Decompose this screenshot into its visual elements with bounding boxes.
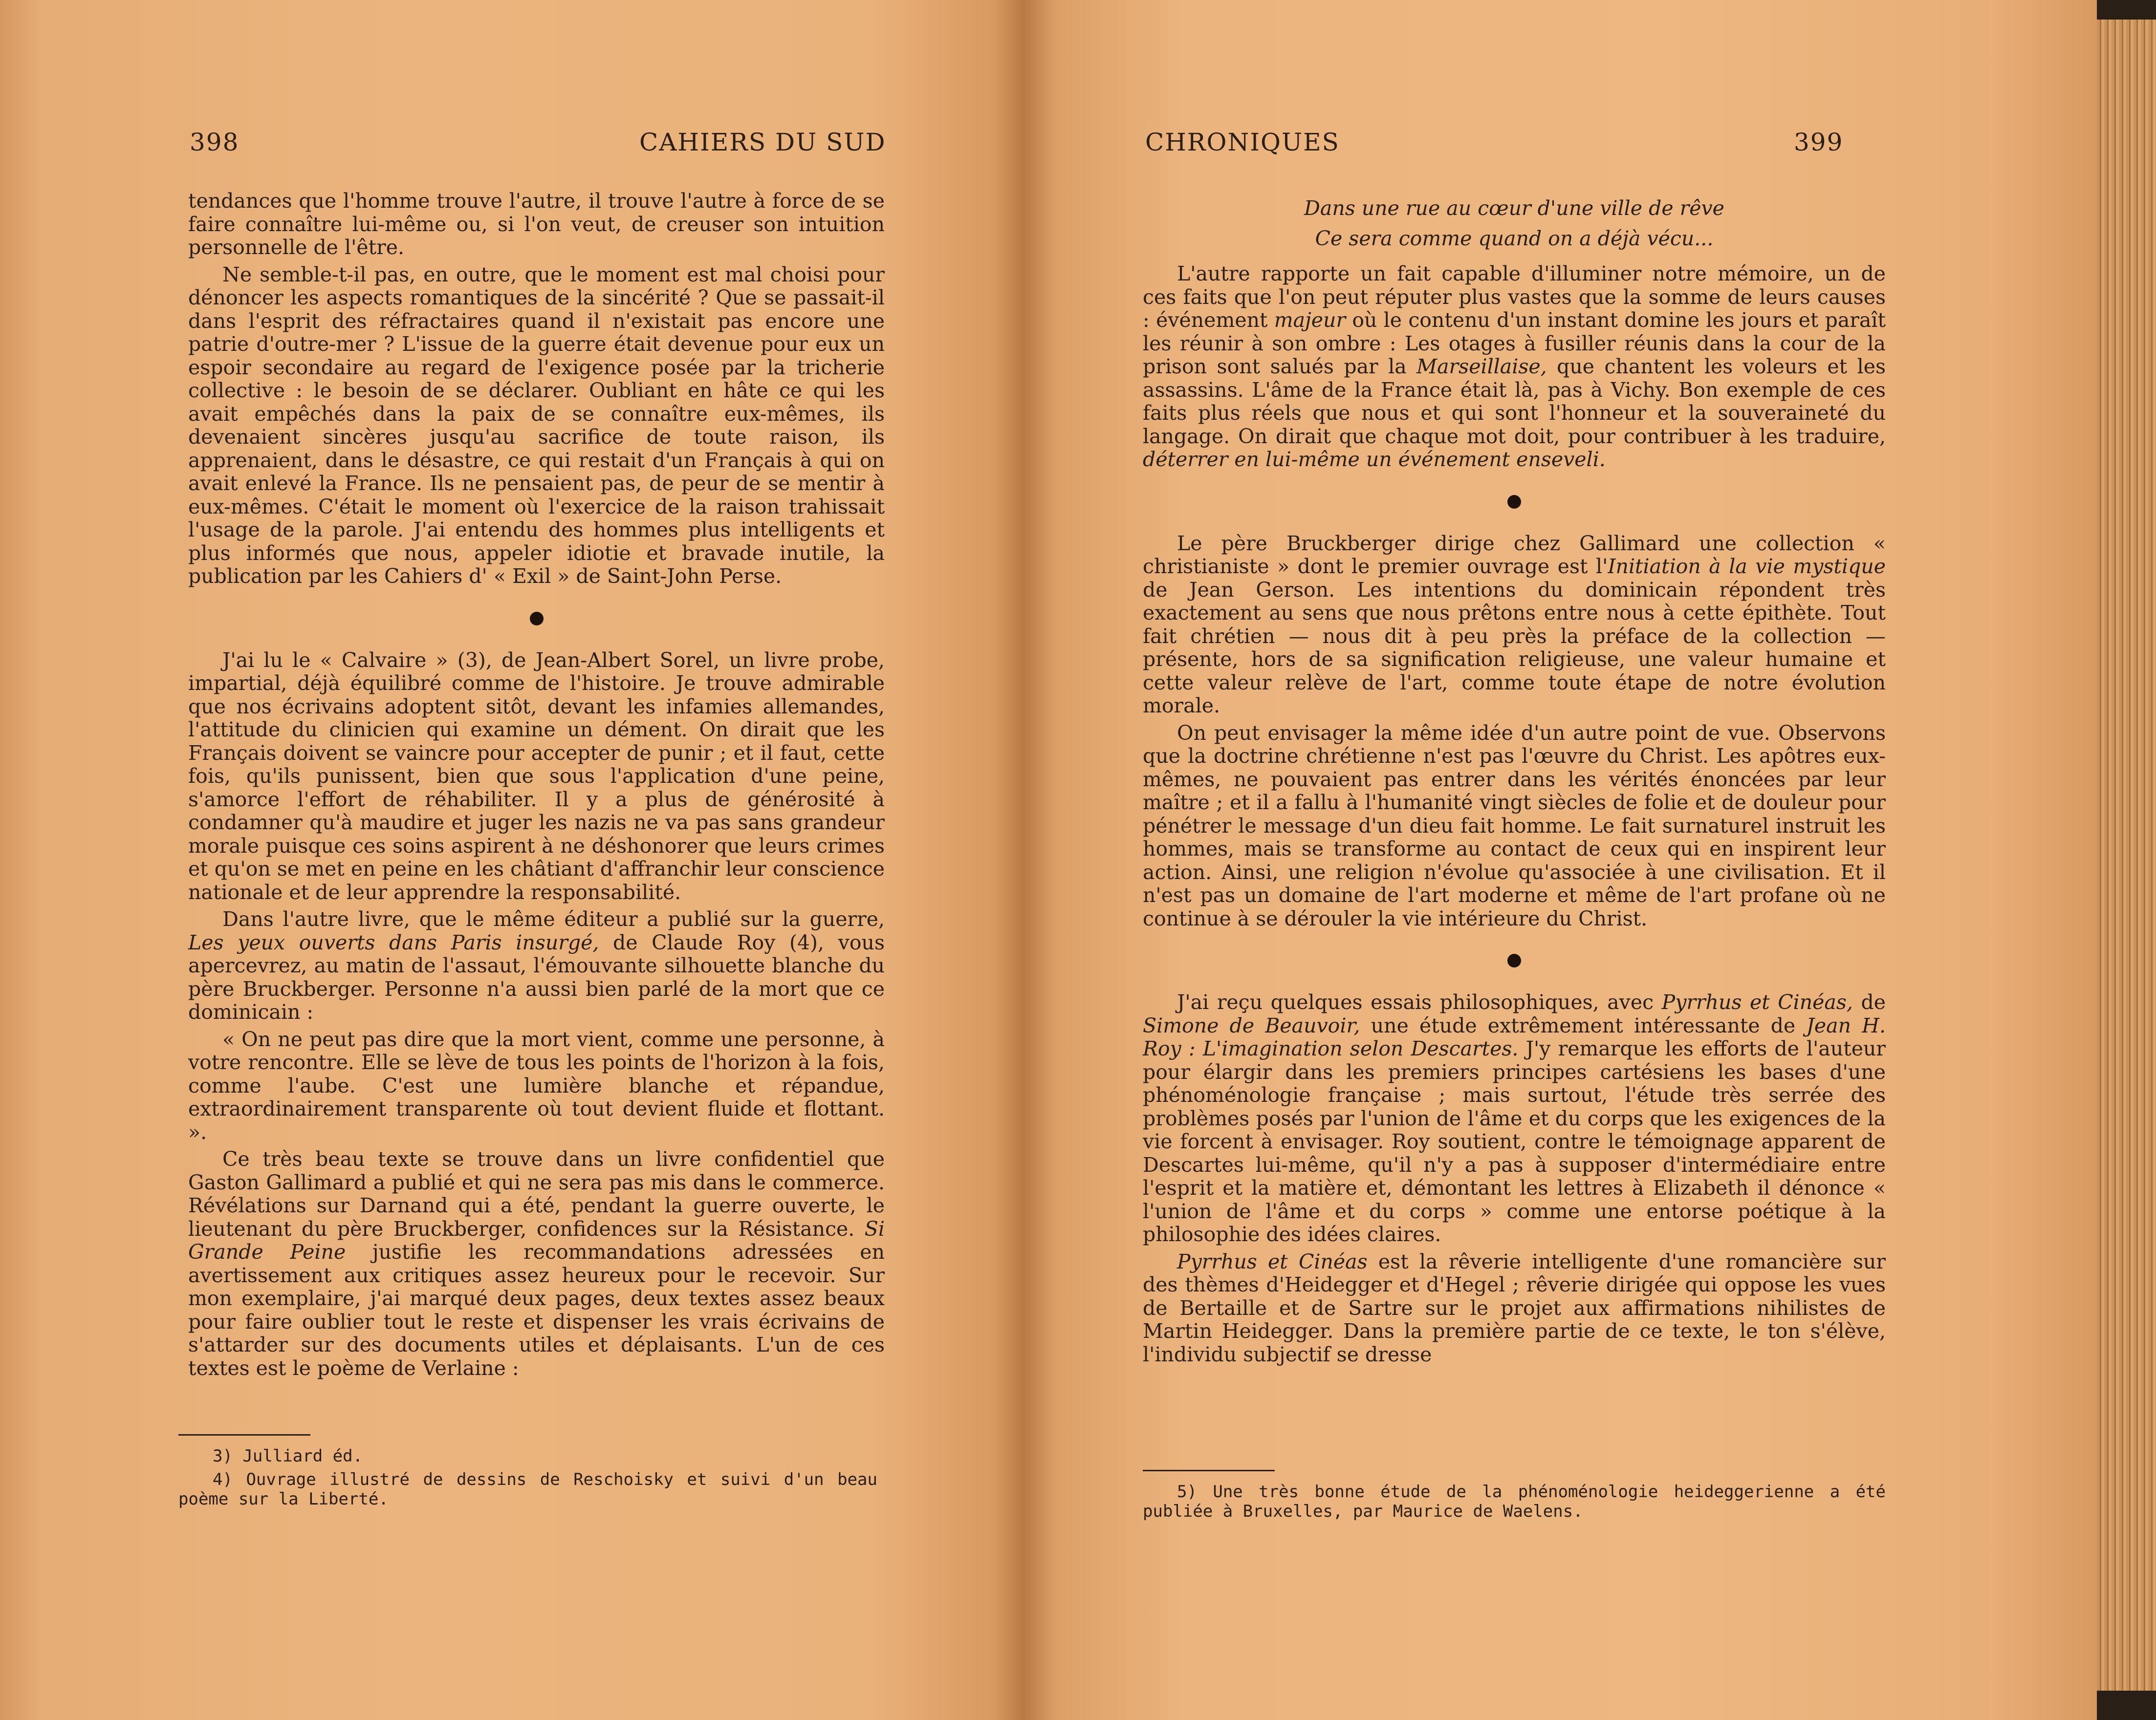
left-running-head: CAHIERS DU SUD [639,128,886,156]
book-title: Les yeux ouverts dans Paris insurgé, [188,930,599,954]
section-separator [530,612,544,625]
paragraph: L'autre rapporte un fait capable d'illuminer notre mémoire, un de ces faits que l'on peut réputer plus vastes que la somme de leurs causes : événement majeur où le contenu d'un instant domine les jours et paraît les réunir à son ombre : Les otages à fusiller réunis dans la cour de la prison sont salués par la Marseillaise, que chantent les voleurs et les assassins. L'âme de la France était là, pas à Vichy. Bon exemple de ces faits plus réels que nous et qui sont l'honneur et la souveraineté du langage. On dirait que chaque mot doit, pour contribuer à les traduire, déterrer en lui-même un événement enseveli. [1143,262,1886,471]
section-separator [1507,495,1521,509]
right-column [1143,193,1886,1370]
left-footnotes [178,1434,877,1513]
verse-line: Ce sera comme quand on a déjà vécu... [1315,227,1714,250]
verse-quotation [1143,193,1886,254]
paragraph: J'ai lu le « Calvaire » (3), de Jean-Albert Sorel, un livre probe, impartial, déjà équilibré comme de l'histoire. Je trouve admirable que nos écrivains adoptent sitôt, devant les infamies allemandes, l'attitude du clinicien qui examine un dément. On dirait que les Français doivent se vaincre pour accepter de punir ; et il faut, cette fois, qu'ils punissent, bien que sous l'application d'une peine, s'amorce l'effort de réhabiliter. Il y a plus de générosité à condamner qu'à maudire et juger les nazis ne va pas sans grandeur morale puisque ces soins aspirent à ne déshonorer que leurs crimes et qu'on se met en peine en les châtiant d'affranchir leur conscience nationale et de leur apprendre la responsabilité. [188,648,885,904]
paragraph: Pyrrhus et Cinéas est la rêverie intelligente d'une romancière sur des thèmes d'Heidegger et d'Hegel ; rêverie dirigée qui oppose les vues de Bertaille et de Sartre sur le projet aux affirmations nihilistes de Martin Heidegger. Dans la première partie de ce texte, le ton s'élève, l'individu subjectif se dresse [1143,1249,1886,1366]
footnote-rule [178,1434,310,1436]
right-page [1024,0,2097,1720]
paragraph: Le père Bruckberger dirige chez Gallimard une collection « christianiste » dont le premier ouvrage est l'Initiation à la vie mystique de Jean Gerson. Les intentions du dominicain répondent très exactement au sens que nous prêtons entre nous à cette épithète. Tout fait chrétien — nous dit à peu près la préface de la collection — présente, hors de sa signification religieuse, une valeur humaine et cette valeur relève de l'art, comme toute étape de notre évolution morale. [1143,531,1886,717]
book-title: Si Grande Peine [188,1217,885,1264]
left-column [188,190,885,1384]
quotation: « On ne peut pas dire que la mort vient, comme une personne, à votre rencontre. Elle se lève de tous les points de l'horizon à la fois, comme l'aube. C'est une lumière blanche et répandue, extraordinairement transparente où tout devient fluide et flottant. ». [188,1027,885,1144]
right-running-head: CHRONIQUES [1145,128,1340,156]
paragraph: On peut envisager la même idée d'un autre point de vue. Observons que la doctrine chrétienne n'est pas l'œuvre du Christ. Les apôtres eux-mêmes, ne pouvaient pas entrer dans les vérités énoncées par leur maître ; et il a fallu à l'humanité vingt siècles de folie et de douleur pour pénétrer le message d'un dieu fait homme. Le fait surnaturel instruit les hommes, mais se transforme au contact de ceux qui en inspirent leur action. Ainsi, une religion n'évolue qu'associée à une civilisation. Et il n'est pas un domaine de l'art moderne et même de l'art profane où ne continue à se dérouler la vie intérieure du Christ. [1143,721,1886,930]
paragraph: J'ai reçu quelques essais philosophiques, avec Pyrrhus et Cinéas, de Simone de Beauvoir, une étude extrêmement intéressante de Jean H. Roy : L'imagination selon Descartes. J'y remarque les efforts de l'auteur pour élargir dans les premiers principes cartésiens les bases d'une phénoménologie française ; mais surtout, l'étude très serrée des problèmes posés par l'union de l'âme et du corps que les exigences de la vie forcent à envisager. Roy soutient, contre le témoignage apparent de Descartes lui-même, qu'il n'y a pas à supposer d'intermédiaire entre l'esprit et la matière et, démontant les lettres à Elizabeth il dénonce « l'union de l'âme et du corps » comme une entorse poétique à la philosophie des idées claires. [1143,990,1886,1246]
right-footnotes [1143,1470,1886,1525]
footnote-3: 3) Julliard éd. [213,1446,363,1466]
paragraph: tendances que l'homme trouve l'autre, il trouve l'autre à force de se faire connaître lui-même ou, si l'on veut, de creuser son intuition personnelle de l'être. [188,189,885,259]
book-title: Pyrrhus et Cinéas [1177,1249,1368,1273]
left-folio: 398 [190,128,240,156]
paragraph: Ne semble-t-il pas, en outre, que le moment est mal choisi pour dénoncer les aspects romantiques de la sincérité ? Que se passait-il dans l'esprit des réfractaires quand il n'existait pas encore une patrie d'outre-mer ? L'issue de la guerre était devenue pour eux un espoir secondaire au regard de l'exigence posée par la tricherie collective : le besoin de se déclarer. Oubliant en hâte ce qui les avait empêchés dans la paix de se connaître eux-mêmes, ils devenaient sincères jusqu'au sacrifice de toute raison, ils apprenaient, dans le désastre, ce qui restait d'un Français à qui on avait enlevé la France. Ils ne pensaient pas, de peur de se mentir à eux-mêmes. C'était le moment où l'exercice de la raison trahissait l'usage de la parole. J'ai entendu des hommes plus intelligents et plus informés que nous, appeler idiotie et bravade inutile, la publication par les Cahiers d' « Exil » de Saint-John Perse. [188,262,885,588]
paragraph: Ce très beau texte se trouve dans un livre confidentiel que Gaston Gallimard a publié et qui ne sera pas mis dans le commerce. Révélations sur Darnand qui a été, pendant la guerre ouverte, le lieutenant du père Bruckberger, confidences sur la Résistance. Si Grande Peine justifie les recommandations adressées en avertissement aux critiques assez heureux pour le recevoir. Sur mon exemplaire, j'ai marqué deux pages, deux textes assez beaux pour faire oublier tout le reste et dispenser les vrais écrivains de s'attarder sur des documents utiles et déplaisants. L'un de ces textes est le poème de Verlaine : [188,1147,885,1380]
book-title: Initiation à la vie mystique [1608,555,1886,578]
page-edges [2097,20,2156,1691]
right-folio: 399 [1794,128,1844,156]
section-separator [1507,954,1521,968]
verse-line: Dans une rue au cœur d'une ville de rêve [1304,196,1724,220]
footnote-rule [1143,1470,1275,1471]
footnote-5: 5) Une très bonne étude de la phénoménologie heideggerienne a été publiée à Bruxelles, par Maurice de Waelens. [1143,1482,1886,1521]
footnote-4: 4) Ouvrage illustré de dessins de Reschoisky et suivi d'un beau poème sur la Liberté. [178,1470,877,1509]
paragraph: Dans l'autre livre, que le même éditeur a publié sur la guerre, Les yeux ouverts dans Paris insurgé, de Claude Roy (4), vous apercevrez, au matin de l'assaut, l'émouvante silhouette blanche du père Bruckberger. Personne n'a aussi bien parlé de la mort que ce dominicain : [188,907,885,1024]
left-page [0,0,1024,1720]
